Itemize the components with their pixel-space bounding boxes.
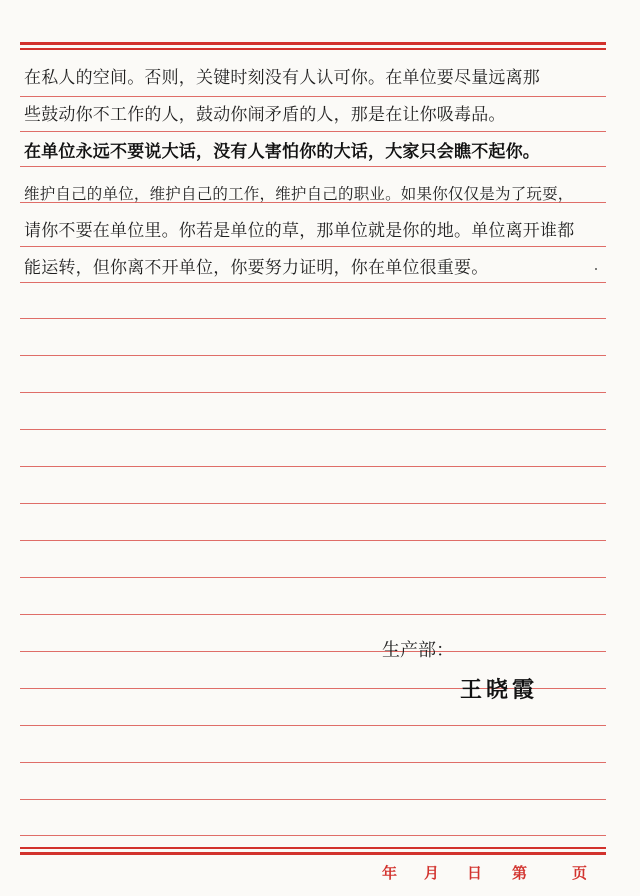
footer-page-prefix: 第 <box>512 864 528 882</box>
bottom-border-rule <box>20 852 606 855</box>
ruled-line <box>20 429 606 430</box>
ruled-line <box>20 577 606 578</box>
ruled-line <box>20 540 606 541</box>
ink-speck <box>595 268 597 270</box>
ruled-line <box>20 282 606 283</box>
ruled-line <box>20 355 606 356</box>
ruled-line <box>20 725 606 726</box>
page-footer <box>0 862 640 886</box>
ruled-line <box>20 318 606 319</box>
ruled-line <box>20 651 606 652</box>
text-line-3: 在单位永远不要说大话，没有人害怕你的大话，大家只会瞧不起你。 <box>24 142 540 162</box>
bottom-border-rule-thin <box>20 847 606 849</box>
ruled-line <box>20 835 606 836</box>
footer-month-label: 月 <box>424 864 440 882</box>
ruled-line <box>20 614 606 615</box>
text-line-5: 请你不要在单位里。你若是单位的草，那单位就是你的地。单位离开谁都 <box>24 221 575 241</box>
text-line-6: 能运转，但你离不开单位，你要努力证明，你在单位很重要。 <box>24 258 489 278</box>
signature-department: 生产部： <box>382 640 454 661</box>
text-line-2: 些鼓动你不工作的人，鼓动你闹矛盾的人，那是在让你吸毒品。 <box>24 105 506 125</box>
ruled-line <box>20 799 606 800</box>
ruled-line <box>20 392 606 393</box>
footer-page-suffix: 页 <box>572 864 588 882</box>
ruled-line <box>20 466 606 467</box>
ruled-line <box>20 166 606 167</box>
footer-year-label: 年 <box>382 864 398 882</box>
top-border-rule <box>20 42 606 45</box>
text-line-4: 维护自己的单位，维护自己的工作，维护自己的职业。如果你仅仅是为了玩耍， <box>24 185 574 203</box>
ruled-line <box>20 246 606 247</box>
ruled-line <box>20 503 606 504</box>
footer-day-label: 日 <box>467 864 483 882</box>
text-line-1: 在私人的空间。否则，关键时刻没有人认可你。在单位要尽量远离那 <box>24 68 540 88</box>
top-border-rule-thin <box>20 48 606 50</box>
signature-name: 王晓霞 <box>460 678 539 703</box>
ruled-line <box>20 96 606 97</box>
ruled-line <box>20 131 606 132</box>
ruled-line <box>20 762 606 763</box>
